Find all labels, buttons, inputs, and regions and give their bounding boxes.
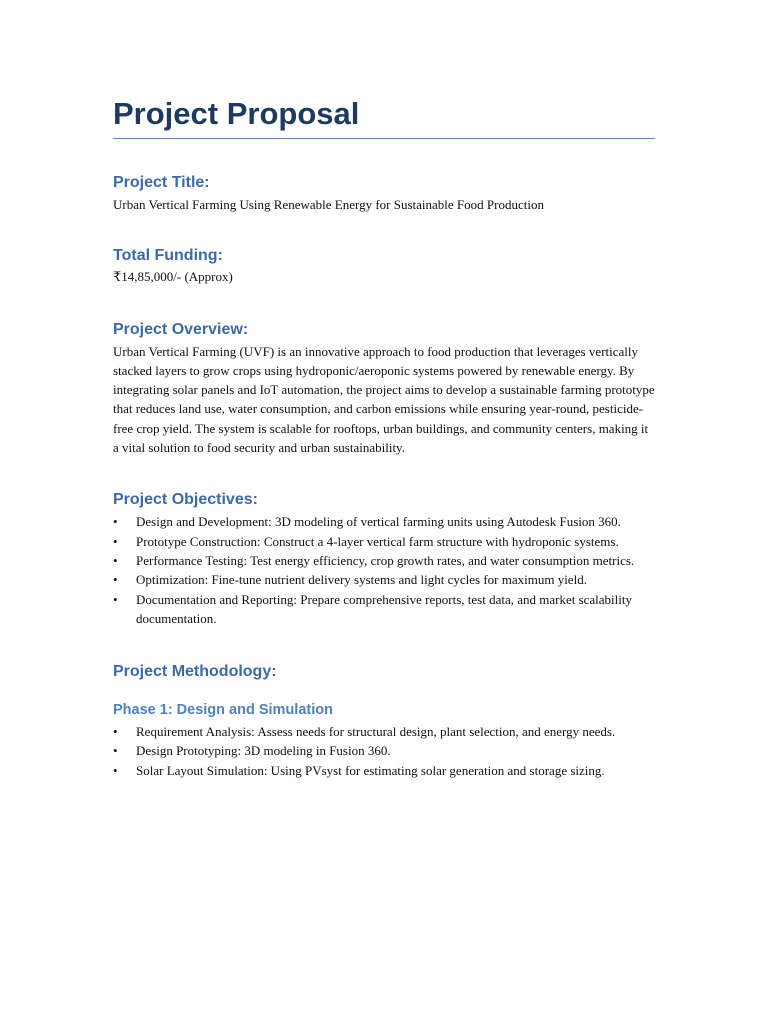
bullet-icon: • xyxy=(113,552,118,568)
list-item-text: Prototype Construction: Construct a 4-layer vertical farm structure with hydroponic systems. xyxy=(136,533,619,549)
bullet-icon: • xyxy=(113,533,118,549)
bullet-icon: • xyxy=(113,762,118,778)
phase1-list xyxy=(113,722,655,780)
bullet-icon: • xyxy=(113,514,118,530)
document-title: Project Proposal xyxy=(113,92,655,139)
project-title-text: Urban Vertical Farming Using Renewable Energy for Sustainable Food Production xyxy=(113,197,544,212)
project-title-heading: Project Title: xyxy=(113,174,210,191)
list-item xyxy=(113,722,655,741)
document-body xyxy=(113,92,655,780)
objectives-heading: Project Objectives: xyxy=(113,491,258,509)
list-item xyxy=(113,551,655,570)
methodology-heading: Project Methodology: xyxy=(113,663,277,681)
list-item xyxy=(113,570,655,589)
funding-text: ₹14,85,000/- (Approx) xyxy=(113,269,233,285)
list-item-text: Performance Testing: Test energy efficiency, crop growth rates, and water consumption metrics. xyxy=(136,552,635,568)
list-item xyxy=(113,761,655,780)
list-item-text: Design and Development: 3D modeling of vertical farming units using Autodesk Fusion 360. xyxy=(136,514,621,530)
funding-heading: Total Funding: xyxy=(113,247,223,265)
bullet-icon: • xyxy=(113,743,118,759)
overview-heading: Project Overview: xyxy=(113,320,249,338)
bullet-icon: • xyxy=(113,572,118,588)
list-item xyxy=(113,512,655,531)
objectives-list xyxy=(113,512,655,628)
bullet-icon: • xyxy=(113,724,118,740)
overview-text: Urban Vertical Farming (UVF) is an innovative approach to food production that leverages vertically stacked layers to grow crops using hydroponic/aeroponic systems powered by renewable energy. By integrating solar panels and IoT automation, the project aims to develop a sustainable farming prototype that reduces land use, water consumption, and carbon emissions while ensuring year-round, pesticide-free crop yield. The system is scalable for rooftops, urban buildings, and community centers, making it a vital solution to food security and urban sustainability. xyxy=(113,343,655,456)
list-item xyxy=(113,590,655,629)
list-item xyxy=(113,532,655,551)
list-item-text: Documentation and Reporting: Prepare comprehensive reports, test data, and market scalability documentation. xyxy=(136,591,633,626)
list-item-text: Optimization: Fine-tune nutrient delivery systems and light cycles for maximum yield. xyxy=(136,572,587,588)
list-item-text: Requirement Analysis: Assess needs for structural design, plant selection, and energy needs. xyxy=(136,724,616,740)
list-item-text: Design Prototyping: 3D modeling in Fusion 360. xyxy=(136,743,391,759)
list-item-text: Solar Layout Simulation: Using PVsyst for estimating solar generation and storage sizing. xyxy=(136,762,605,778)
phase1-heading: Phase 1: Design and Simulation xyxy=(113,702,333,719)
list-item xyxy=(113,741,655,760)
bullet-icon: • xyxy=(113,591,118,607)
